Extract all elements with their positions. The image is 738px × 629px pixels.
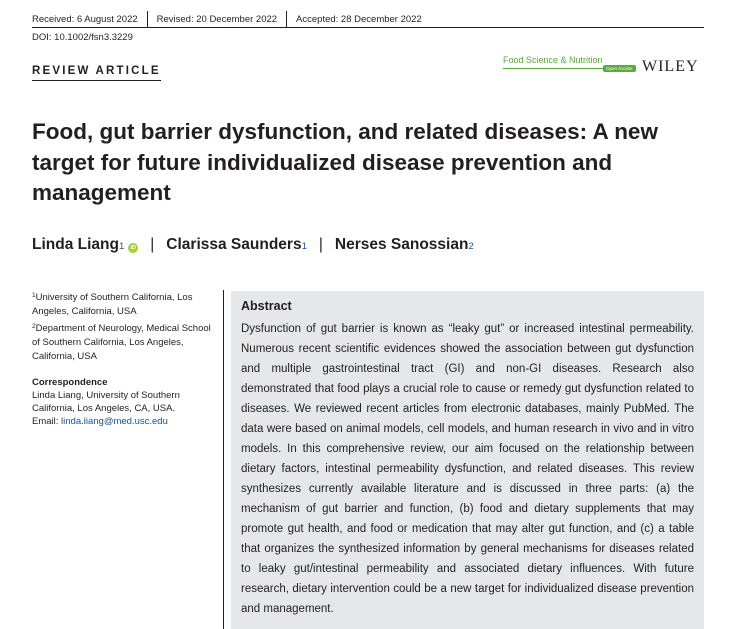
- affiliation-text: Department of Neurology, Medical School of Southern California, Los Angeles, California, USA: [32, 323, 211, 362]
- correspondence-email-line: [32, 415, 217, 428]
- author-list: Linda Liang 1 iD | Clarissa Saunders 1 | Nerses Sanossian 2: [32, 236, 474, 253]
- affiliation-number: 2: [32, 323, 36, 330]
- article-dates: [32, 11, 422, 27]
- accepted-date: Accepted: 28 December 2022: [296, 13, 422, 25]
- affiliation-item: [32, 291, 212, 319]
- author-name[interactable]: Nerses Sanossian: [334, 236, 469, 253]
- journal-underline: [503, 68, 603, 69]
- publisher-logo[interactable]: WILEY: [642, 58, 699, 75]
- email-label: Email:: [32, 416, 62, 427]
- date-divider: [147, 11, 148, 27]
- revised-date: Revised: 20 December 2022: [156, 13, 278, 25]
- author-name[interactable]: Linda Liang: [32, 236, 119, 253]
- abstract-box: [231, 291, 704, 629]
- date-divider: [286, 11, 287, 27]
- doi[interactable]: DOI: 10.1002/fsn3.3229: [32, 32, 133, 43]
- abstract-heading: Abstract: [241, 299, 292, 313]
- author-separator: |: [318, 236, 323, 253]
- correspondence-text: Linda Liang, University of Southern California, Los Angeles, CA, USA.: [32, 390, 180, 414]
- abstract-text: Dysfunction of gut barrier is known as “leaky gut” or increased intestinal permeability. Numerous recent scientific evidences showed the association between gut dysfunction and multiple gastrointestinal tract (GI) and non-GI diseases. Research also demonstrated that food plays a crucial role to cause or remedy gut dysfunction related to diseases. We reviewed recent articles from electronic databases, mainly PubMed. The data were based on animal models, cell models, and human research in vivo and in vitro models. In this comprehensive review, our aim focused on the relationship between dietary factors, intestinal permeability dysfunction, and related diseases. This review synthesizes currently available literature and is discussed in three parts: (a) the mechanism of gut barrier and function, (b) food and dietary supplements that may promote gut health, and food or medication that may alter gut function, and (c) a table that organizes the synthesized information by general mechanisms for diseases related to leaky gut/intestinal permeability and associated dietary influences. With future research, dietary intervention could be a new target for individualized disease prevention and management.: [241, 323, 694, 615]
- open-access-badge: Open Access: [603, 65, 636, 72]
- affiliations: [32, 291, 212, 367]
- affiliation-text: University of Southern California, Los Angeles, California, USA: [32, 292, 193, 317]
- header-rule: [32, 27, 704, 28]
- affiliation-item: [32, 322, 212, 364]
- author-separator: |: [150, 236, 155, 253]
- section-label: REVIEW ARTICLE: [32, 65, 161, 81]
- correspondence-heading: Correspondence: [32, 377, 108, 388]
- received-date: Received: 6 August 2022: [32, 13, 138, 25]
- correspondence: [32, 376, 217, 428]
- author-name[interactable]: Clarissa Saunders: [166, 236, 302, 253]
- article-title: Food, gut barrier dysfunction, and related diseases: A new target for future individualized disease prevention and management: [32, 119, 658, 205]
- journal-name[interactable]: Food Science & Nutrition: [503, 55, 603, 65]
- orcid-icon[interactable]: iD: [128, 243, 138, 253]
- email-link[interactable]: linda.liang@med.usc.edu: [61, 416, 168, 427]
- affiliation-number: 1: [32, 292, 36, 299]
- column-divider: [223, 290, 224, 629]
